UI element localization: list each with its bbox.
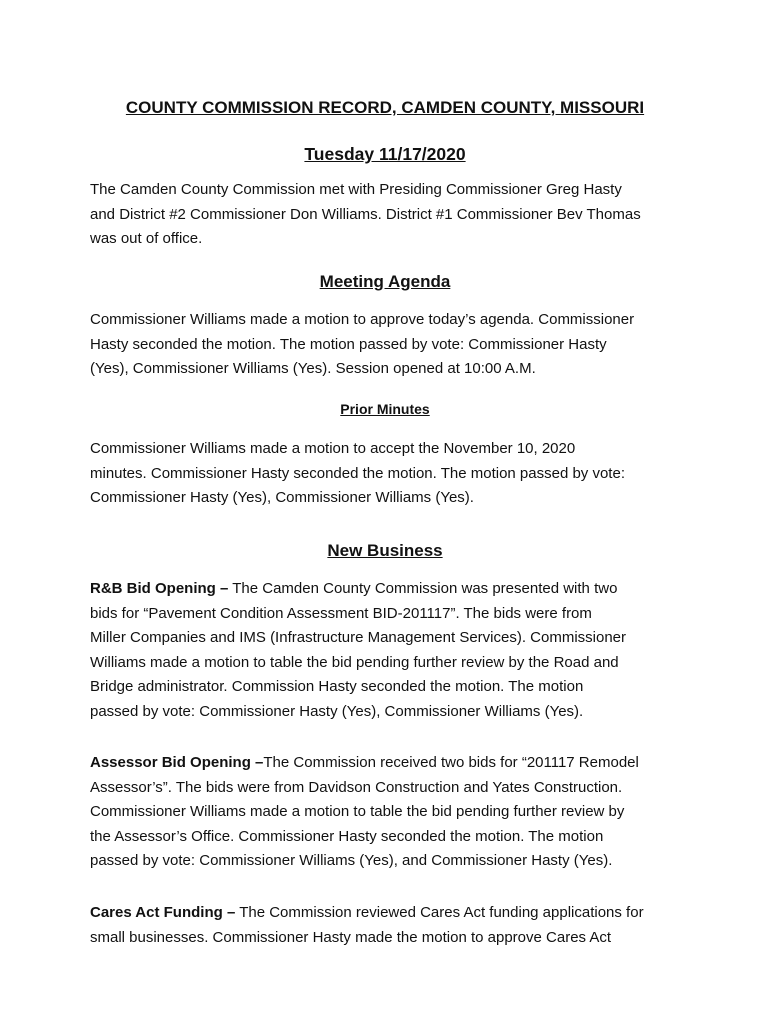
paragraph-text: The Commission received two bids for “201117 Remodel — [263, 754, 639, 771]
paragraph-line: the Assessor’s Office. Commissioner Hasty seconded the motion. The motion — [90, 827, 604, 845]
paragraph-line: Assessor’s”. The bids were from Davidson Construction and Yates Construction. — [90, 778, 623, 796]
paragraph-line: Commissioner Williams made a motion to accept the November 10, 2020 — [90, 440, 576, 457]
prior-minutes-heading: Prior Minutes — [340, 401, 430, 417]
paragraph-line: passed by vote: Commissioner Williams (Yes), and Commissioner Hasty (Yes). — [90, 852, 613, 870]
cares-act-funding-lead: Cares Act Funding – — [90, 904, 236, 921]
paragraph-line: Bridge administrator. Commission Hasty seconded the motion. The motion — [90, 678, 584, 696]
rb-bid-opening-paragraph — [90, 577, 690, 725]
paragraph-line: and District #2 Commissioner Don Williams. District #1 Commissioner Bev Thomas — [90, 205, 641, 223]
paragraph-line: minutes. Commissioner Hasty seconded the motion. The motion passed by vote: — [90, 464, 625, 482]
paragraph-line: (Yes), Commissioner Williams (Yes). Session opened at 10:00 A.M. — [90, 360, 536, 378]
paragraph-line: bids for “Pavement Condition Assessment BID-201117”. The bids were from — [90, 604, 592, 622]
document-title: COUNTY COMMISSION RECORD, CAMDEN COUNTY, MISSOURI — [125, 98, 645, 117]
paragraph-line: Williams made a motion to table the bid pending further review by the Road and — [90, 653, 619, 671]
paragraph-line: Commissioner Williams made a motion to table the bid pending further review by — [90, 803, 625, 821]
meeting-date: Tuesday 11/17/2020 — [304, 144, 466, 164]
rb-bid-opening-lead: R&B Bid Opening – — [90, 580, 229, 597]
paragraph-line: Hasty seconded the motion. The motion passed by vote: Commissioner Hasty — [90, 335, 607, 353]
intro-paragraph — [90, 178, 690, 252]
paragraph-line: Commissioner Hasty (Yes), Commissioner Williams (Yes). — [90, 489, 474, 507]
paragraph-line — [90, 577, 690, 602]
prior-minutes-paragraph — [90, 437, 690, 511]
paragraph-line: small businesses. Commissioner Hasty made the motion to approve Cares Act — [90, 928, 612, 946]
paragraph-line: Commissioner Williams made a motion to approve today’s agenda. Commissioner — [90, 311, 635, 328]
paragraph-line: The Camden County Commission met with Presiding Commissioner Greg Hasty — [90, 181, 622, 198]
assessor-bid-opening-lead: Assessor Bid Opening – — [90, 754, 264, 771]
paragraph-text: The Commission reviewed Cares Act funding applications for — [235, 904, 644, 921]
cares-act-funding-paragraph — [90, 901, 690, 950]
paragraph-line: was out of office. — [90, 230, 203, 248]
agenda-paragraph — [90, 308, 690, 382]
new-business-heading: New Business — [327, 541, 443, 560]
paragraph-text: The Camden County Commission was presented with two — [228, 580, 618, 597]
paragraph-line — [90, 901, 690, 926]
paragraph-line — [90, 751, 690, 776]
paragraph-line: Miller Companies and IMS (Infrastructure Management Services). Commissioner — [90, 629, 627, 647]
meeting-agenda-heading: Meeting Agenda — [319, 272, 451, 291]
paragraph-line: passed by vote: Commissioner Hasty (Yes), Commissioner Williams (Yes). — [90, 702, 584, 720]
assessor-bid-opening-paragraph — [90, 751, 690, 874]
